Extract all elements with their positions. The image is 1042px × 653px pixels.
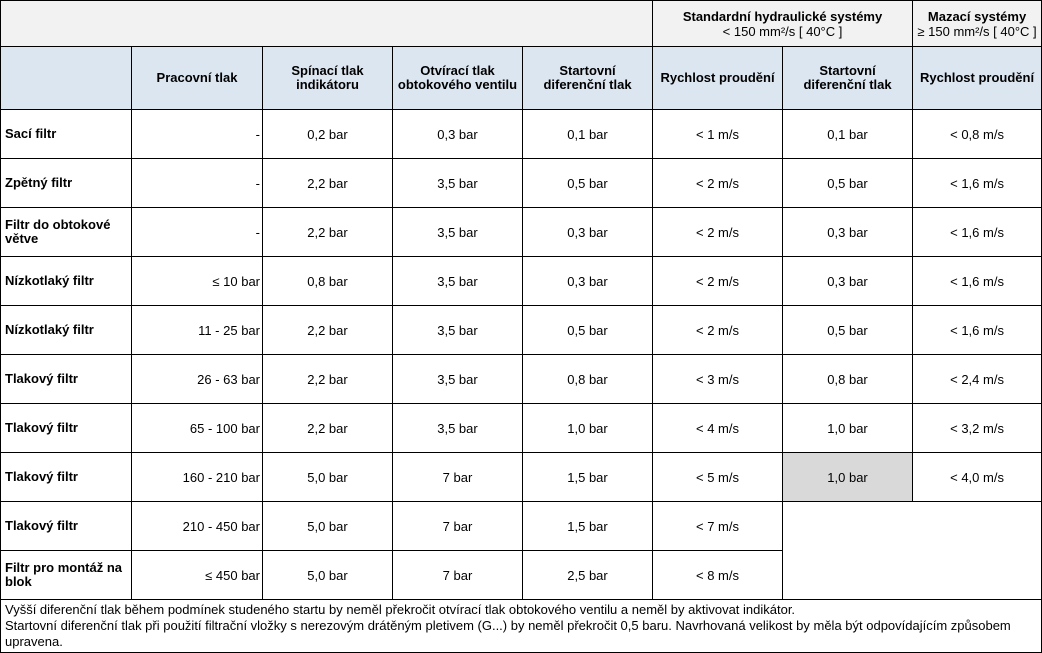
cell-lub-flow: < 3,2 m/s [913, 404, 1042, 453]
header-indicator-pressure: Spínací tlak indikátoru [263, 47, 393, 110]
cell-indicator-pressure: 0,8 bar [263, 257, 393, 306]
cell-working-pressure: 210 - 450 bar [132, 502, 263, 551]
group-subtitle-standard: < 150 mm²/s [ 40°C ] [722, 23, 843, 39]
row-label: Tlakový filtr [1, 453, 132, 502]
cell-bypass-pressure: 7 bar [393, 453, 523, 502]
row-label: Tlakový filtr [1, 404, 132, 453]
cell-std-flow: < 1 m/s [653, 110, 783, 159]
footnotes [1, 600, 1042, 653]
header-lub-start-diff: Startovní diferenční tlak [783, 47, 913, 110]
cell-std-flow: < 2 m/s [653, 306, 783, 355]
cell-working-pressure: - [132, 159, 263, 208]
group-header-standard [653, 1, 913, 47]
cell-bypass-pressure: 3,5 bar [393, 404, 523, 453]
cell-working-pressure: ≤ 10 bar [132, 257, 263, 306]
row-label: Tlakový filtr [1, 502, 132, 551]
table-row [1, 502, 1042, 551]
cell-indicator-pressure: 5,0 bar [263, 551, 393, 600]
table-row [1, 404, 1042, 453]
footnote-line: Startovní diferenční tlak při použití filtrační vložky s nerezovým drátěným pletivem (G...) by neměl překročit 0,5 baru. Navrhovaná velikost by měla být odpovídajícím způsobem upravena. [5, 618, 1011, 649]
footnote-line: Vyšší diferenční tlak během podmínek studeného startu by neměl překročit otvírací tlak obtokového ventilu a neměl by aktivovat indikátor. [5, 602, 796, 617]
cell-bypass-pressure: 0,3 bar [393, 110, 523, 159]
cell-std-start-diff: 0,1 bar [523, 110, 653, 159]
table-row [1, 453, 1042, 502]
cell-bypass-pressure: 3,5 bar [393, 159, 523, 208]
cell-std-flow: < 8 m/s [653, 551, 783, 600]
column-header-row [1, 47, 1042, 110]
notes-row [1, 600, 1042, 653]
row-label: Sací filtr [1, 110, 132, 159]
cell-std-start-diff: 0,8 bar [523, 355, 653, 404]
row-label: Filtr do obtokové větve [1, 208, 132, 257]
table-row [1, 306, 1042, 355]
cell-lub-start-diff: 0,3 bar [783, 208, 913, 257]
cell-std-start-diff: 1,5 bar [523, 502, 653, 551]
table-row [1, 355, 1042, 404]
cell-lub-start-diff: 0,5 bar [783, 159, 913, 208]
cell-indicator-pressure: 5,0 bar [263, 502, 393, 551]
cell-working-pressure: ≤ 450 bar [132, 551, 263, 600]
header-row-label [1, 47, 132, 110]
cell-working-pressure: 160 - 210 bar [132, 453, 263, 502]
cell-indicator-pressure: 0,2 bar [263, 110, 393, 159]
cell-indicator-pressure: 5,0 bar [263, 453, 393, 502]
table-row [1, 208, 1042, 257]
cell-working-pressure: 11 - 25 bar [132, 306, 263, 355]
cell-std-start-diff: 0,3 bar [523, 208, 653, 257]
cell-indicator-pressure: 2,2 bar [263, 404, 393, 453]
cell-std-start-diff: 0,3 bar [523, 257, 653, 306]
cell-lub-flow: < 1,6 m/s [913, 257, 1042, 306]
cell-bypass-pressure: 3,5 bar [393, 257, 523, 306]
cell-std-start-diff: 1,0 bar [523, 404, 653, 453]
group-title-lubrication: Mazací systémy [927, 8, 1027, 24]
row-label: Nízkotlaký filtr [1, 257, 132, 306]
cell-lub-start-diff: 0,5 bar [783, 306, 913, 355]
cell-std-flow: < 2 m/s [653, 159, 783, 208]
empty-lubrication-block [783, 502, 1042, 600]
cell-lub-flow: < 1,6 m/s [913, 208, 1042, 257]
cell-indicator-pressure: 2,2 bar [263, 355, 393, 404]
cell-lub-start-diff: 0,3 bar [783, 257, 913, 306]
cell-std-flow: < 4 m/s [653, 404, 783, 453]
cell-lub-start-diff: 0,1 bar [783, 110, 913, 159]
cell-std-start-diff: 1,5 bar [523, 453, 653, 502]
cell-std-start-diff: 2,5 bar [523, 551, 653, 600]
row-label: Tlakový filtr [1, 355, 132, 404]
cell-lub-start-diff: 1,0 bar [783, 453, 913, 502]
header-lub-flow: Rychlost proudění [913, 47, 1042, 110]
cell-std-start-diff: 0,5 bar [523, 306, 653, 355]
cell-working-pressure: 65 - 100 bar [132, 404, 263, 453]
header-std-start-diff: Startovní diferenční tlak [523, 47, 653, 110]
cell-bypass-pressure: 7 bar [393, 502, 523, 551]
table-row [1, 159, 1042, 208]
group-subtitle-lubrication: ≥ 150 mm²/s [ 40°C ] [917, 23, 1037, 39]
header-std-flow: Rychlost proudění [653, 47, 783, 110]
cell-working-pressure: - [132, 208, 263, 257]
cell-lub-start-diff: 0,8 bar [783, 355, 913, 404]
cell-lub-flow: < 0,8 m/s [913, 110, 1042, 159]
cell-std-flow: < 2 m/s [653, 208, 783, 257]
group-header-blank [1, 1, 653, 47]
header-bypass-pressure: Otvírací tlak obtokového ventilu [393, 47, 523, 110]
cell-std-flow: < 7 m/s [653, 502, 783, 551]
cell-indicator-pressure: 2,2 bar [263, 306, 393, 355]
cell-lub-flow: < 2,4 m/s [913, 355, 1042, 404]
cell-std-flow: < 5 m/s [653, 453, 783, 502]
group-title-standard: Standardní hydraulické systémy [682, 8, 883, 24]
group-header-lubrication [913, 1, 1042, 47]
header-working-pressure: Pracovní tlak [132, 47, 263, 110]
cell-std-flow: < 2 m/s [653, 257, 783, 306]
cell-indicator-pressure: 2,2 bar [263, 208, 393, 257]
cell-bypass-pressure: 3,5 bar [393, 208, 523, 257]
group-header-row [1, 1, 1042, 47]
cell-std-start-diff: 0,5 bar [523, 159, 653, 208]
cell-lub-start-diff: 1,0 bar [783, 404, 913, 453]
table-row [1, 110, 1042, 159]
cell-bypass-pressure: 3,5 bar [393, 306, 523, 355]
row-label: Filtr pro montáž na blok [1, 551, 132, 600]
cell-bypass-pressure: 7 bar [393, 551, 523, 600]
cell-std-flow: < 3 m/s [653, 355, 783, 404]
cell-lub-flow: < 1,6 m/s [913, 159, 1042, 208]
cell-indicator-pressure: 2,2 bar [263, 159, 393, 208]
row-label: Nízkotlaký filtr [1, 306, 132, 355]
row-label: Zpětný filtr [1, 159, 132, 208]
cell-working-pressure: - [132, 110, 263, 159]
table-row [1, 257, 1042, 306]
cell-bypass-pressure: 3,5 bar [393, 355, 523, 404]
cell-working-pressure: 26 - 63 bar [132, 355, 263, 404]
cell-lub-flow: < 1,6 m/s [913, 306, 1042, 355]
cell-lub-flow: < 4,0 m/s [913, 453, 1042, 502]
